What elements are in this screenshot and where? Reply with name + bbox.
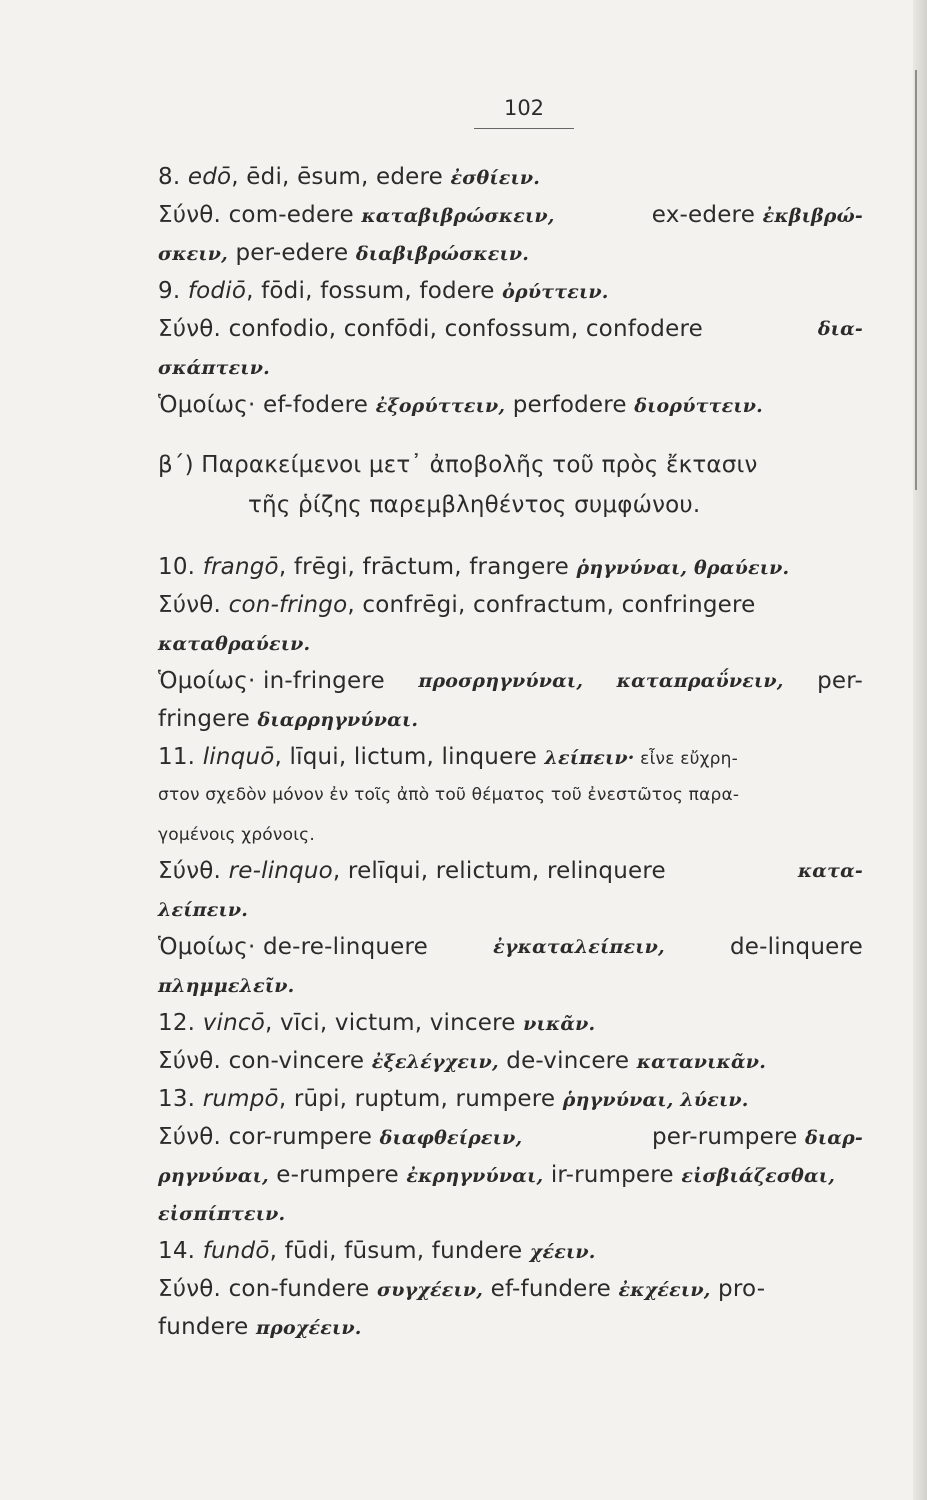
text-line: Σύνθ. com-edere καταβιβρώσκειν, ex-edere ἐκβιβρώ- <box>158 202 863 228</box>
page-number-rule <box>474 128 574 129</box>
text-line: 8. edō, ēdi, ēsum, edere ἐσθίειν. <box>158 164 541 190</box>
text-line: Σύνθ. con-fundere συγχέειν, ef-fundere ἐκχέειν, pro- <box>158 1276 766 1302</box>
text-line: Σύνθ. con-fringo, confrēgi, confractum, confringere <box>158 592 756 618</box>
text-line: Ὁμοίως· de-re-linquere ἐγκαταλείπειν, de-linquere <box>158 934 863 960</box>
text-line: εἰσπίπτειν. <box>158 1203 286 1225</box>
text-line: σκάπτειν. <box>158 357 270 379</box>
text-line: Σύνθ. cor-rumpere διαφθείρειν, per-rumpere διαρ- <box>158 1124 863 1150</box>
section-heading: τῆς ῥίζης παρεμβληθέντος συμφώνου. <box>248 492 701 518</box>
text-line: Ὁμοίως· ef-fodere ἐξορύττειν, perfodere διορύττειν. <box>158 392 763 418</box>
page-number: 102 <box>503 96 545 120</box>
page-edge-shadow <box>915 70 917 490</box>
text-line: ρηγνύναι, e-rumpere ἐκρηγνύναι, ir-rumpere εἰσβιάζεσθαι, <box>158 1162 836 1188</box>
text-line: 10. frangō, frēgi, frāctum, frangere ῥηγνύναι, θραύειν. <box>158 554 790 580</box>
section-heading: β΄) Παρακείμενοι μετ᾽ ἀποβολῆς τοῦ πρὸς ἔκτασιν <box>158 452 758 478</box>
text-line: 12. vincō, vīci, victum, vincere νικᾶν. <box>158 1010 596 1036</box>
text-line: σκειν, per-edere διαβιβρώσκειν. <box>158 240 530 266</box>
page-text <box>158 158 863 1346</box>
text-line: καταθραύειν. <box>158 633 311 655</box>
text-line: 11. linquō, līqui, lictum, linquere λείπειν· εἶνε εὔχρη- <box>158 744 738 770</box>
text-line: Σύνθ. re-linquo, relīqui, relictum, relinquere κατα- <box>158 858 863 884</box>
text-line: πλημμελεῖν. <box>158 975 295 997</box>
text-line: γομένοις χρόνοις. <box>158 825 315 845</box>
text-line: 13. rumpō, rūpi, ruptum, rumpere ῥηγνύναι, λύειν. <box>158 1086 749 1112</box>
text-line: στον σχεδὸν μόνον ἐν τοῖς ἀπὸ τοῦ θέματος τοῦ ἐνεστῶτος παρα- <box>158 785 740 805</box>
text-line: Σύνθ. con-vincere ἐξελέγχειν, de-vincere κατανικᾶν. <box>158 1048 767 1074</box>
text-line: fundere προχέειν. <box>158 1314 362 1340</box>
text-line: fringere διαρρηγνύναι. <box>158 706 419 732</box>
text-line: 14. fundō, fūdi, fūsum, fundere χέειν. <box>158 1238 596 1264</box>
text-line: λείπειν. <box>158 899 249 921</box>
text-line: Ὁμοίως· in-fringere προσρηγνύναι, καταπραΰνειν, per- <box>158 668 863 694</box>
text-line: 9. fodiō, fōdi, fossum, fodere ὀρύττειν. <box>158 278 609 304</box>
text-line: Σύνθ. confodio, confōdi, confossum, confodere δια- <box>158 316 863 342</box>
